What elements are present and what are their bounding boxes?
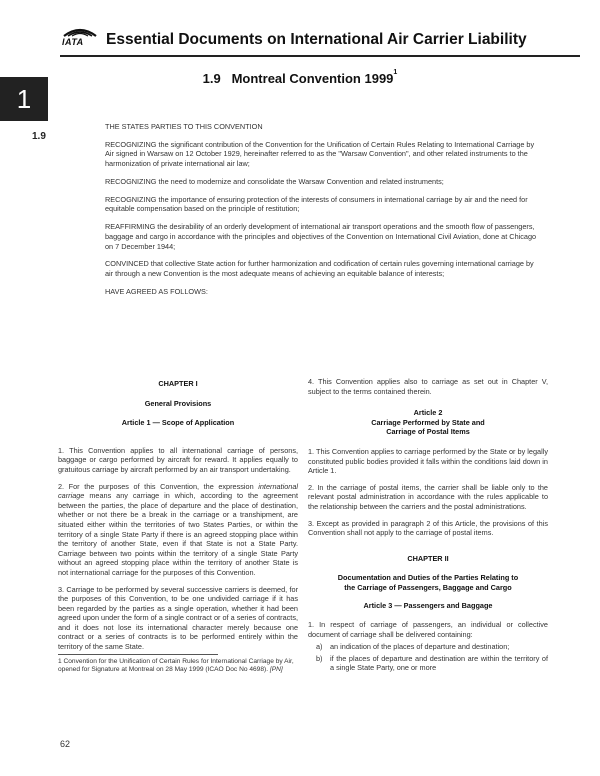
- article-paragraph: 1. This Convention applies to all international carriage of persons, baggage or cargo performed by aircraft for reward. It applies equally to gratuitous carriage by aircraft performed by an air transport undertaking.: [58, 445, 298, 474]
- article-heading: Article 1 — Scope of Application: [121, 418, 235, 428]
- list-item: [316, 642, 548, 652]
- chapter-heading: CHAPTER I: [158, 379, 198, 388]
- footnote-tag: [PN]: [269, 666, 283, 674]
- chapter-title: General Provisions: [144, 398, 212, 408]
- article-subtitle: Carriage Performed by State and: [371, 417, 485, 427]
- list-item-label: a): [316, 642, 323, 652]
- section-title-text: Montreal Convention 1999: [231, 71, 394, 86]
- paragraph-text: means any carriage in which, according to the agreement between the parties, the place of departure and the place of destination, whether or not there be a break in the carriage or a transhipment, are situated either within the territories of two States Parties, or within the territory of a single State Party if there is an agreed stopping place within the territory of another State, even if that State is not a State Party. Carriage between two points within the territory of a single State Party without an agreed stopping place within the territory of another State is not international carriage for the purposes of this Convention.: [58, 491, 298, 577]
- article-paragraph: 1. This Convention applies to carriage performed by the State or by legally constituted public bodies provided it falls within the conditions laid down in Article 1.: [308, 446, 548, 476]
- article-paragraph: 3. Except as provided in paragraph 2 of this Article, the provisions of this Convention shall not apply to the carriage of postal items.: [308, 518, 548, 538]
- chapter-title: [308, 573, 548, 592]
- header-title: Essential Documents on International Air Carrier Liability: [106, 31, 527, 48]
- preamble-paragraph: RECOGNIZING the importance of ensuring protection of the interests of consumers in international carriage by air and the need for equitable compensation based on the principle of restitution;: [105, 194, 528, 214]
- chapter-tab: 1: [0, 77, 48, 121]
- footnote-divider: [58, 654, 218, 655]
- preamble-paragraph: CONVINCED that collective State action for further harmonization and codification of certain rules governing international carriage by air through a new Convention is the most adequate means of achieving an equitable balance of interests;: [105, 259, 534, 279]
- chapter-title-line: the Carriage of Passengers, Baggage and Cargo: [344, 582, 512, 592]
- preamble-paragraph: REAFFIRMING the desirability of an orderly development of international air transport operations and the smooth flow of passengers, baggage and cargo in accordance with the principles and objectives of the Convention on International Civil Aviation, done at Chicago on 7 December 1944;: [105, 222, 537, 251]
- preamble-paragraph: THE STATES PARTIES TO THIS CONVENTION: [105, 122, 263, 131]
- footnote: [58, 658, 298, 675]
- list-item: [316, 654, 548, 673]
- article-paragraph: 2. In the carriage of postal items, the carrier shall be liable only to the relevant postal administration in accordance with the rules applicable to the relationship between the carriers and the postal administrations.: [308, 482, 548, 511]
- article-paragraph: 1. In respect of carriage of passengers, an individual or collective document of carriage shall be delivered containing:: [308, 620, 548, 639]
- preamble-paragraph: RECOGNIZING the need to modernize and consolidate the Warsaw Convention and related instruments;: [105, 176, 444, 186]
- header-divider: [60, 55, 580, 57]
- section-number: 1.9: [202, 71, 221, 86]
- section-title: [0, 71, 600, 86]
- page-number: 62: [60, 739, 71, 749]
- article-paragraph: 3. Carriage to be performed by several successive carriers is deemed, for the purposes of this Convention, to be one undivided carriage if it has been regarded by the parties as a single operation, whether it had been agreed upon under the form of a single contract or of a series of contracts, and it does not lose its international character merely because one contract or a series of contracts is to be performed entirely within the territory of the same State.: [58, 584, 298, 652]
- left-column: [58, 377, 298, 674]
- defined-term: international carriage: [58, 481, 299, 501]
- list-item-label: b): [316, 653, 323, 663]
- side-section-number: 1.9: [32, 131, 46, 142]
- preamble-paragraph: RECOGNIZING the significant contribution of the Convention for the Unification of Certain Rules Relating to International Carriage by Air signed in Warsaw on 12 October 1929, hereinafter referred to as the "Warsaw Convention", and other related instruments to the harmonization of private international air law;: [105, 139, 535, 169]
- article-heading: Article 3 — Passengers and Baggage: [363, 600, 493, 610]
- article-number: Article 2: [413, 408, 443, 418]
- footnote-mark: 1: [393, 69, 398, 76]
- list-item-text: if the places of departure and destination are within the territory of a single State Party, one or more: [330, 653, 548, 673]
- list-item-text: an indication of the places of departure and destination;: [330, 642, 510, 652]
- preamble: [105, 122, 537, 305]
- preamble-paragraph: HAVE AGREED AS FOLLOWS:: [105, 286, 208, 296]
- article-heading: [308, 408, 548, 437]
- right-column: [308, 377, 548, 675]
- article-paragraph: [58, 482, 298, 578]
- paragraph-text: 2. For the purposes of this Convention, the expression: [58, 481, 254, 491]
- chapter-title-line: Documentation and Duties of the Parties Relating to: [337, 573, 519, 583]
- iata-logo-text: IATA: [62, 37, 84, 47]
- article-subtitle: Carriage of Postal Items: [386, 427, 470, 437]
- chapter-heading: CHAPTER II: [407, 553, 449, 563]
- article-paragraph: 4. This Convention applies also to carriage as set out in Chapter V, subject to the terms contained therein.: [308, 377, 548, 396]
- footnote-text: 1 Convention for the Unification of Certain Rules for International Carriage by Air, opened for Signature at Montreal on 28 May 1999 (ICAO Doc No 4698).: [58, 657, 294, 674]
